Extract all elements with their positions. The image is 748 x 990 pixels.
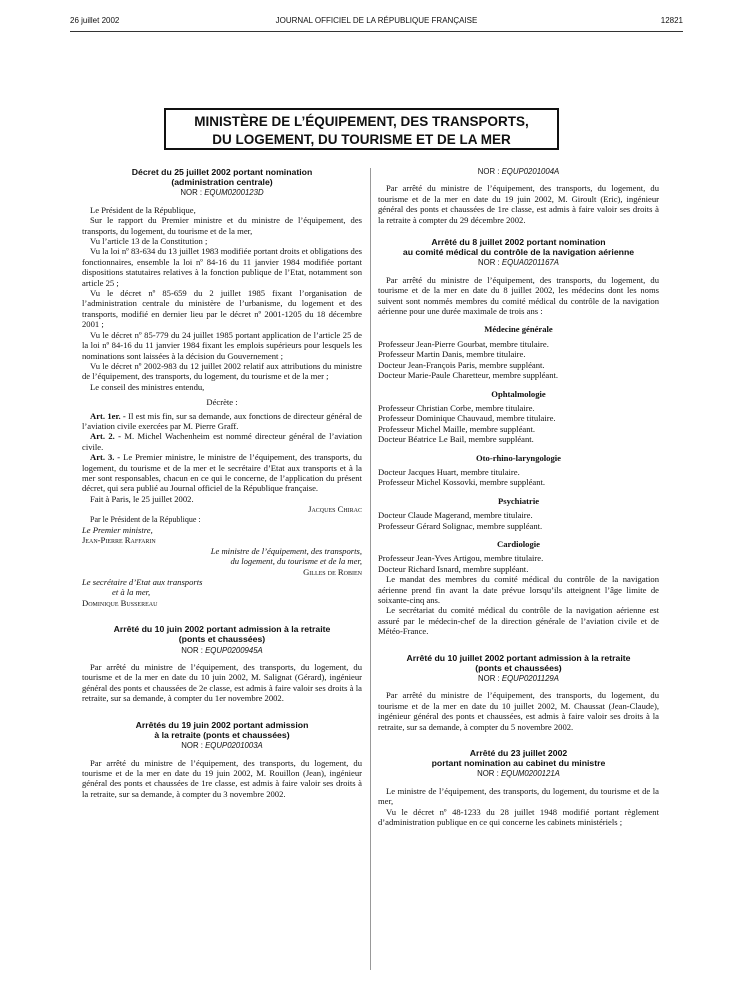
arretes-june-19-section xyxy=(82,720,362,799)
column-divider xyxy=(370,168,371,970)
arrete-july8-closing-1: Le mandat des membres du comité médical du contrôle de la navigation aérienne prend fin avant la date prévue lorsqu’ils atteignent l’âge limite de soixante-cinq ans. xyxy=(378,574,659,605)
committee-member: Professeur Michel Kossovki, membre suppléant. xyxy=(378,477,546,488)
arrete-june10-title-2: (ponts et chaussées) xyxy=(178,634,266,645)
decree-para: Vu le décret nº 85-779 du 24 juillet 1985 portant application de l’article 25 de la loi nº 84-16 du 11 janvier 1984 fixant les emplois supérieurs pour lesquels les nominations sont laissées à la décision du Gouvernement ; xyxy=(82,329,362,361)
arretes-june19-title-2: à la retraite (ponts et chaussées) xyxy=(154,729,290,740)
right-column xyxy=(378,167,659,828)
ministry-line-2: DU LOGEMENT, DU TOURISME ET DE LA MER xyxy=(212,132,511,147)
arrete-july10-nor: NOR : EQUP0201129A xyxy=(478,674,559,684)
arrete-june-10-section xyxy=(82,624,362,703)
arrete-july10-title-2: (ponts et chaussées) xyxy=(475,662,562,673)
committee-member: Docteur Marie-Paule Charetteur, membre suppléant. xyxy=(378,370,559,381)
decree-pm-name: Jean-Pierre Raffarin xyxy=(82,535,156,546)
specialty-heading: Oto-rhino-laryngologie xyxy=(476,452,561,463)
decree-by-president: Par le Président de la République : xyxy=(90,514,201,524)
arrete-july23-title-1: Arrêté du 23 juillet 2002 xyxy=(469,748,568,759)
decree-title-2: (administration centrale) xyxy=(171,177,273,188)
decree-para: Le Président de la République, xyxy=(90,204,196,215)
arrete-july8-title-1: Arrêté du 8 juillet 2002 portant nomination xyxy=(431,237,606,248)
decree-signer: Jacques Chirac xyxy=(308,504,362,515)
committee-member: Docteur Béatrice Le Bail, membre suppléant. xyxy=(378,434,534,445)
decree-minister-name: Gilles de Robien xyxy=(303,566,362,577)
arretes-june19-nor: NOR : EQUP0201003A xyxy=(181,741,263,751)
specialty-heading: Psychiatrie xyxy=(497,495,540,506)
committee-member: Professeur Christian Corbe, membre titulaire. xyxy=(378,402,535,413)
decree-secretary-title-2: et à la mer, xyxy=(112,587,151,598)
committee-member: Professeur Jean-Yves Artigou, membre titulaire. xyxy=(378,553,544,564)
arrete-june10-title-1: Arrêté du 10 juin 2002 portant admission à la retraite xyxy=(113,624,331,635)
arrete-july8-title-2: au comité médical du contrôle de la navigation aérienne xyxy=(402,247,635,258)
decree-secretary-title-1: Le secrétaire d’Etat aux transports xyxy=(82,577,203,588)
committee-member: Professeur Dominique Chauvaud, membre titulaire. xyxy=(378,413,556,424)
arrete-july23-para-1: Le ministre de l’équipement, des transports, du logement, du tourisme et de la mer, xyxy=(378,785,659,807)
decree-section xyxy=(82,167,362,608)
committee-member: Docteur Jean-François Paris, membre suppléant. xyxy=(378,359,545,370)
committee-member: Professeur Martin Danis, membre titulaire. xyxy=(378,349,526,360)
decree-article-2: Art. 2. - M. Michel Wachenheim est nommé directeur général de l’aviation civile. xyxy=(82,431,363,452)
arrete-july10-text: Par arrêté du ministre de l’équipement, des transports, du logement, du tourisme et de la mer en date du 10 juillet 2002, M. Chaussat (Jean-Claude), ingénieur général des ponts et chaussées, est admis à faire valoir ses droits à la retraite, sur sa demande, à compter du 5 novembre 2002. xyxy=(378,690,659,732)
arrete-july8-intro: Par arrêté du ministre de l’équipement, des transports, du logement, du tourisme et de la mer en date du 8 juillet 2002, les médecins dont les noms suivent sont nommés membres du comité médical du contrôle de la navigation aérienne pour une durée maximale de trois ans : xyxy=(378,274,659,317)
arrete-july23-nor: NOR : EQUM0200121A xyxy=(477,769,560,779)
arretes-june19-title-1: Arrêtés du 19 juin 2002 portant admission xyxy=(135,719,309,730)
ministry-line-1: MINISTÈRE DE L’ÉQUIPEMENT, DES TRANSPORTS, xyxy=(194,114,529,129)
arretes-june19-text-2: Par arrêté du ministre de l’équipement, des transports, du logement, du tourisme et de la mer en date du 19 juin 2002, M. Giroult (Eric), ingénieur général des ponts et chaussées de 1re classe, est admis à faire valoir ses droits à la retraite à compter du 29 décembre 2002. xyxy=(378,183,659,225)
decree-minister-title-2: du logement, du tourisme et de la mer, xyxy=(230,556,362,567)
header-journal-title: JOURNAL OFFICIEL DE LA RÉPUBLIQUE FRANÇAISE xyxy=(275,16,478,25)
decree-done-at: Fait à Paris, le 25 juillet 2002. xyxy=(90,493,194,504)
committee-member: Docteur Jacques Huart, membre titulaire. xyxy=(378,466,520,477)
ministry-banner xyxy=(164,108,559,150)
committee-member: Professeur Gérard Solignac, membre suppléant. xyxy=(378,520,543,531)
committee-member: Docteur Richard Isnard, membre suppléant. xyxy=(378,563,529,574)
committee-member: Professeur Michel Maille, membre suppléant. xyxy=(378,423,536,434)
arrete-july-8-section xyxy=(378,237,659,637)
arrete-july-10-section xyxy=(378,653,659,732)
decree-minister-title-1: Le ministre de l’équipement, des transports, xyxy=(210,545,362,556)
header-page-number: 12821 xyxy=(660,16,683,25)
committee-member: Professeur Jean-Pierre Gourbat, membre titulaire. xyxy=(378,338,549,349)
arrete-july8-nor: NOR : EQUA0201167A xyxy=(478,258,559,268)
arrete-june10-text: Par arrêté du ministre de l’équipement, des transports, du logement, du tourisme et de la mer en date du 10 juin 2002, M. Salignat (Gérard), ingénieur général des ponts et chaussées de 2e classe, est admis à faire valoir ses droits à la retraite, sur sa demande, à compter du 1er novembre 2002. xyxy=(82,662,362,704)
arrete-july8-closing-2: Le secrétariat du comité médical du contrôle de la navigation aérienne est assuré par le médecin-chef de la direction générale de l’aviation civile et de Météo-France. xyxy=(378,605,659,637)
decree-para: Le conseil des ministres entendu, xyxy=(90,381,205,392)
header-date: 26 juillet 2002 xyxy=(70,16,120,25)
specialty-heading: Médecine générale xyxy=(484,324,553,335)
decree-para: Sur le rapport du Premier ministre et du ministre de l’équipement, des transports, du logement, du tourisme et de la mer, xyxy=(82,215,362,236)
decree-article-3: Art. 3. - Le Premier ministre, le ministre de l’équipement, des transports, du logement, du tourisme et de la mer et le secrétaire d’Etat aux transports et à la mer sont responsables, chacun en ce qui le concerne, de l’application du présent décret, qui sera publié au Journal officiel de la République française. xyxy=(82,452,362,494)
arrete-june10-nor: NOR : EQUP0200945A xyxy=(181,645,263,655)
decree-decrete: Décrète : xyxy=(206,397,238,408)
decree-pm-title: Le Premier ministre, xyxy=(82,525,153,535)
header-divider xyxy=(70,31,683,32)
arretes-june19-nor-2: NOR : EQUP0201004A xyxy=(477,167,560,176)
decree-title-1: Décret du 25 juillet 2002 portant nomination xyxy=(131,167,313,177)
arrete-july23-title-2: portant nomination au cabinet du ministre xyxy=(431,758,606,769)
arrete-july-23-section xyxy=(378,748,659,827)
page-header xyxy=(70,14,683,30)
specialty-heading: Cardiologie xyxy=(497,538,540,549)
decree-para: Vu le décret nº 2002-983 du 12 juillet 2002 relatif aux attributions du ministre de l’équipement, des transports, du logement, du tourisme et de la mer ; xyxy=(82,360,362,382)
decree-secretary-name: Dominique Bussereau xyxy=(82,597,158,608)
decree-para: Vu l’article 13 de la Constitution ; xyxy=(90,236,208,247)
arretes-june-19-continued xyxy=(378,167,659,225)
arrete-july10-title-1: Arrêté du 10 juillet 2002 portant admission à la retraite xyxy=(406,652,631,663)
decree-para: Vu le décret nº 85-659 du 2 juillet 1985 fixant l’organisation de l’administration centrale du ministère de l’urbanisme, du logement et des transports, modifié en dernier lieu par le décret nº 2001-1205 du 18 décembre 2001 ; xyxy=(82,288,362,330)
left-column xyxy=(82,167,362,799)
decree-article-1: Art. 1er. - Il est mis fin, sur sa demande, aux fonctions de directeur général de l’aviation civile exercées par M. Pierre Graff. xyxy=(82,410,362,431)
arrete-july23-para-2: Vu le décret nº 48-1233 du 28 juillet 1948 modifié portant règlement d’administration publique en ce qui concerne les cabinets ministériels ; xyxy=(378,806,659,828)
committee-member: Docteur Claude Magerand, membre titulaire. xyxy=(378,510,533,521)
specialty-heading: Ophtalmologie xyxy=(491,388,546,399)
decree-nor: NOR : EQUM0200123D xyxy=(180,188,264,198)
arretes-june19-text: Par arrêté du ministre de l’équipement, des transports, du logement, du tourisme et de la mer en date du 19 juin 2002, M. Rouillon (Jean), ingénieur général des ponts et chaussées de 1re classe, est admis à faire valoir ses droits à la retraite, sur sa demande, à compter du 3 novembre 2002. xyxy=(82,757,362,799)
decree-para: Vu la loi nº 83-634 du 13 juillet 1983 modifiée portant droits et obligations des fonctionnaires, ensemble la loi nº 84-16 du 11 janvier 1984 modifiée portant dispositions statutaires relatives à la fonction publique de l’Etat, notamment son article 25 ; xyxy=(82,246,362,288)
